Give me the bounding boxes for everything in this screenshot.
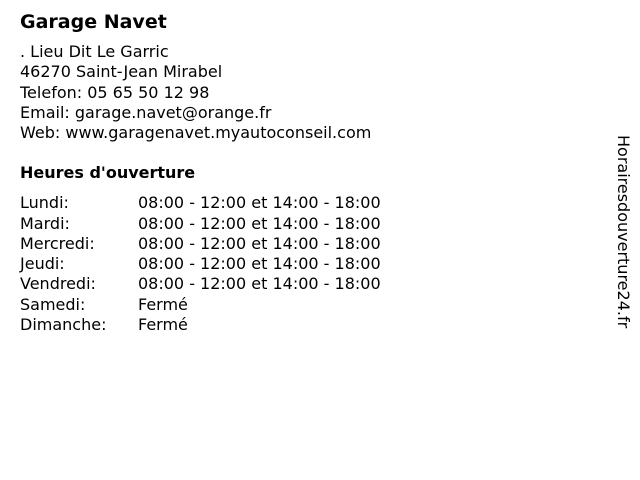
hours-row-sunday (20, 315, 580, 335)
contact-block (20, 42, 580, 143)
phone: Telefon: 05 65 50 12 98 (20, 82, 210, 102)
website: Web: www.garagenavet.myautoconseil.com (20, 123, 372, 143)
day-hours: 08:00 - 12:00 et 14:00 - 18:00 (138, 213, 381, 233)
business-name: Garage Navet (20, 11, 167, 33)
hours-heading: Heures d'ouverture (20, 163, 196, 183)
hours-row-wednesday (20, 234, 580, 254)
day-label: Vendredi: (20, 274, 96, 294)
address-line-2: 46270 Saint-Jean Mirabel (20, 62, 223, 82)
hours-row-saturday (20, 295, 580, 315)
day-hours: Fermé (138, 314, 188, 334)
day-hours: 08:00 - 12:00 et 14:00 - 18:00 (138, 193, 381, 213)
hours-row-tuesday (20, 214, 580, 234)
day-label: Lundi: (20, 193, 69, 213)
business-card (20, 9, 580, 335)
day-label: Mardi: (20, 213, 70, 233)
day-hours: 08:00 - 12:00 et 14:00 - 18:00 (138, 254, 381, 274)
hours-row-monday (20, 193, 580, 213)
day-label: Jeudi: (20, 254, 65, 274)
email: Email: garage.navet@orange.fr (20, 102, 272, 122)
day-hours: 08:00 - 12:00 et 14:00 - 18:00 (138, 274, 381, 294)
hours-row-thursday (20, 254, 580, 274)
day-label: Samedi: (20, 294, 86, 314)
hours-table (20, 193, 580, 334)
address-line-1: . Lieu Dit Le Garric (20, 42, 169, 61)
day-label: Mercredi: (20, 233, 95, 253)
hours-row-friday (20, 274, 580, 294)
day-hours: 08:00 - 12:00 et 14:00 - 18:00 (138, 233, 381, 253)
day-label: Dimanche: (20, 314, 107, 334)
day-hours: Fermé (138, 294, 188, 314)
site-watermark: Horairesdouverture24.fr (614, 135, 633, 329)
